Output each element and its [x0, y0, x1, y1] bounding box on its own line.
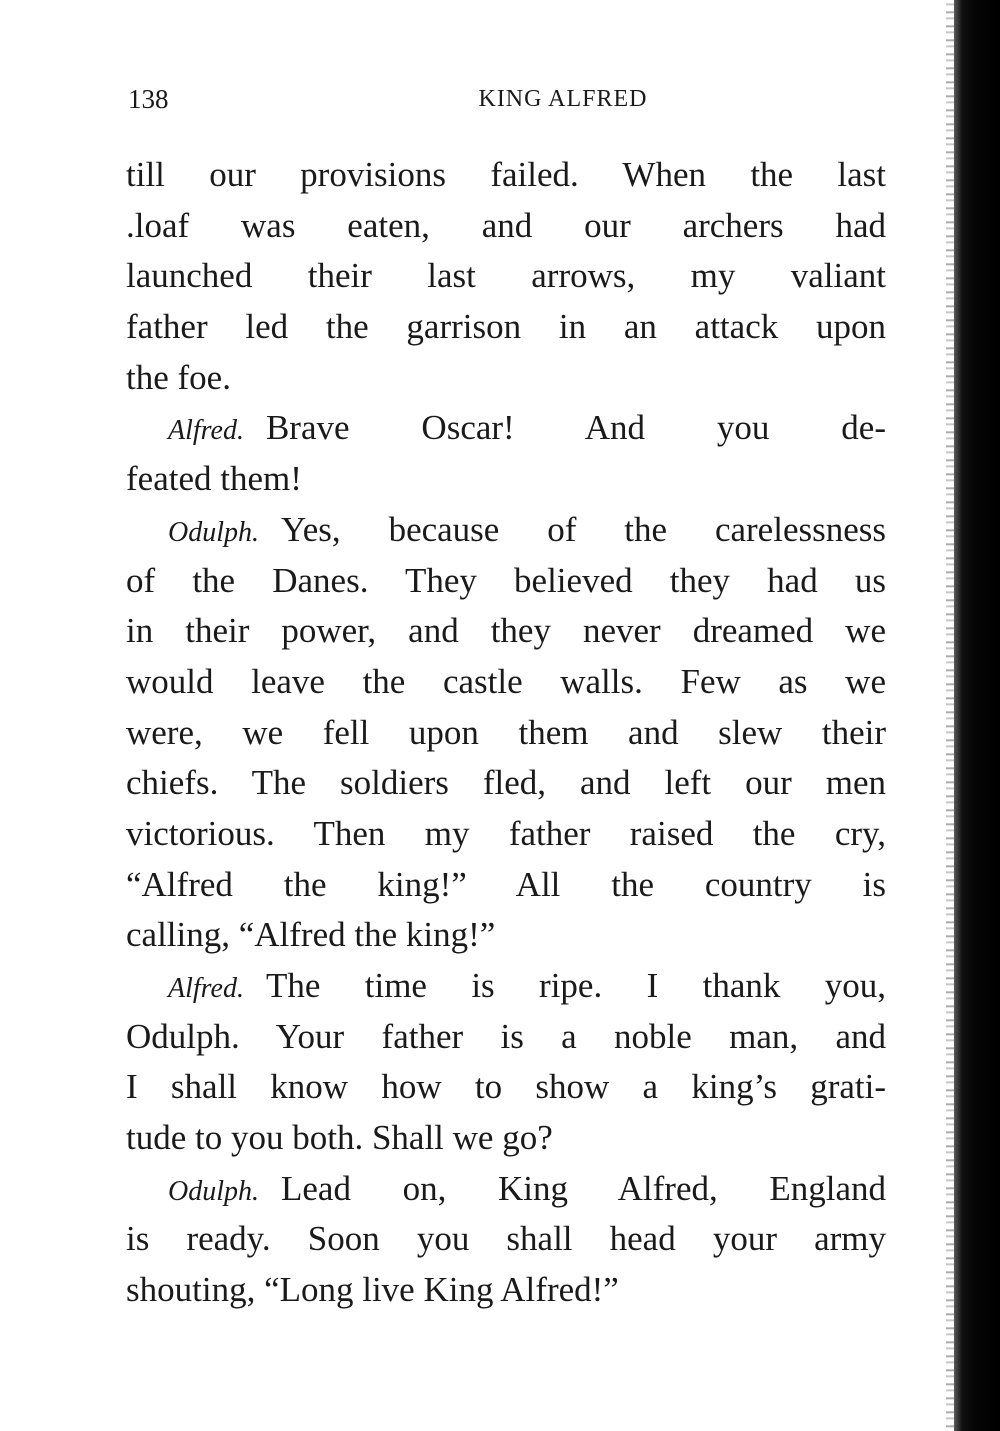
- text-line: were, we fell upon them and slew their: [126, 712, 886, 752]
- speaker-name: Odulph.: [168, 1175, 259, 1207]
- text-line: .loaf was eaten, and our archers had: [126, 205, 886, 245]
- page-header: [128, 84, 888, 124]
- text-line: the foe.: [126, 357, 231, 397]
- text-line: Odulph. Your father is a noble man, and: [126, 1016, 886, 1056]
- speaker-name: Odulph.: [168, 516, 259, 548]
- speech-line: Odulph. Yes, because of the carelessness: [168, 509, 886, 549]
- text-line: feated them!: [126, 459, 302, 499]
- text-line: launched their last arrows, my valiant: [126, 256, 886, 296]
- page-number: 138: [128, 84, 169, 114]
- text-line: would leave the castle walls. Few as we: [126, 661, 886, 701]
- speech-line: Odulph. Lead on, King Alfred, England: [168, 1168, 886, 1208]
- text-line: shouting, “Long live King Alfred!”: [126, 1270, 619, 1310]
- text-line: “Alfred the king!” All the country is: [126, 864, 886, 904]
- speech-line: Alfred. Brave Oscar! And you de-: [168, 408, 886, 448]
- speaker-name: Alfred.: [168, 415, 244, 447]
- body-text: [126, 150, 886, 1316]
- text-line: of the Danes. They believed they had us: [126, 560, 886, 600]
- binding-shadow: [954, 0, 1000, 1431]
- speaker-name: Alfred.: [168, 973, 244, 1004]
- running-head: KING ALFRED: [478, 86, 648, 112]
- text-line: in their power, and they never dreamed we: [126, 611, 886, 651]
- text-line: tude to you both. Shall we go?: [126, 1118, 553, 1158]
- text-line: father led the garrison in an attack upon: [126, 307, 886, 347]
- text-line: is ready. Soon you shall head your army: [126, 1219, 886, 1259]
- text-line: I shall know how to show a king’s grati-: [126, 1067, 886, 1107]
- speech-line: Alfred. The time is ripe. I thank you,: [168, 966, 886, 1005]
- text-line: victorious. Then my father raised the cry,: [126, 813, 886, 853]
- text-line: till our provisions failed. When the last: [126, 155, 886, 194]
- text-line: calling, “Alfred the king!”: [126, 915, 496, 955]
- text-line: chiefs. The soldiers fled, and left our men: [126, 763, 886, 803]
